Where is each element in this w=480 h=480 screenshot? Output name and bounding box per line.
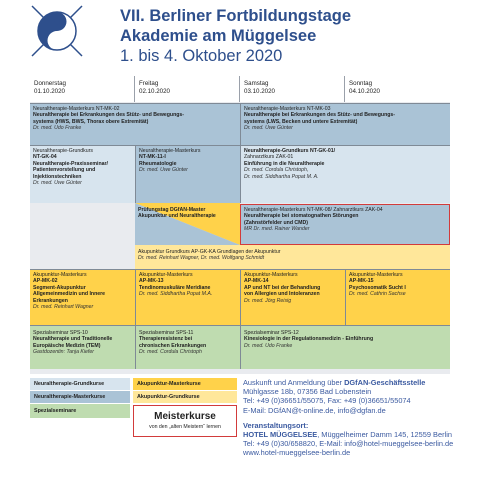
day-header-thursday: Donnerstag 01.10.2020 [30,76,135,102]
course-sps-11: Spezialseminar SPS-11 Therapieresistenz bei chronischen Erkrankungen Dr. med. Cordula Christoph [135,325,240,369]
info-venue-label: Veranstaltungsort: [243,420,309,430]
course-nt-mk-03: Neuraltherapie-Masterkurs NT-MK-03 Neuraltherapie bei Erkrankungen des Stütz- und Bewegungs- systems (LWS, Becken und untere Extremität) Dr. med. Uwe Günter [240,103,450,145]
legend-nt-masterkurse: Neuraltherapie-Masterkurse [30,391,130,403]
course-ap-gk-ka: Akupunktur Grundkurs AP-GK-KA Grundlagen der Akupunktur Dr. med. Reinhart Wagner, Dr. med. Wolfgang Schmidt [135,245,450,269]
legend-nt-grundkurse: Neuraltherapie-Grundkurse [30,378,130,390]
course-ap-mk-14: Akupunktur-Masterkurs AP-MK-14 AP und NT bei der Behandlung von Allergien und Intoleranzen Dr. med. Jörg Reisig [240,269,345,325]
course-nt-mk-11-i: Neuraltherapie-Masterkurs NT-MK-11-I Rheumatologie Dr. med. Uwe Günter [135,145,240,203]
course-ap-mk-13: Akupunktur-Masterkurs AP-MK-13 Tendinomuskuläre Meridiane Dr. med. Siddhartha Popat M.A. [135,269,240,325]
legend-spezialseminare: Spezialseminare [30,404,130,418]
day-header-sunday: Sonntag 04.10.2020 [345,76,450,102]
day-header-saturday: Samstag 03.10.2020 [240,76,345,102]
info-venue-website: www.hotel-mueggelsee-berlin.de [243,448,351,458]
course-nt-mk-02: Neuraltherapie-Masterkurs NT-MK-02 Neuraltherapie bei Erkrankungen des Stütz- und Bewegungs- systems (HWS, BWS, Thorax obere Extremität) Dr. med. Udo Franke [30,103,240,145]
info-venue-contact: Tel: +49 (0)30/658820, E-Mail: info@hotel-mueggelsee-berlin.de [243,439,454,449]
legend-ap-masterkurse: Akupunktur-Masterkurse [133,378,237,390]
course-nt-gk-04: Neuraltherapie-Grundkurs NT-GK-04 Neuraltherapie-Praxisseminar/ Patientenvorstellung und Injektionstechniken Dr. med. Uwe Günter [30,145,135,203]
dgfan-logo [30,4,84,58]
course-nt-mk-08-zak-04: Neuraltherapie-Masterkurs NT-MK-08/ Zahnarztkurs ZAK-04 Neuraltherapie bei stomatognathen Störungen (Zahnstörfelder und CMD) MR Dr. med. Rainer Wander [240,204,450,245]
info-address: Mühlgasse 18b, 07356 Bad Lobenstein [243,387,372,397]
info-email: E-Mail: DGfAN@t-online.de, info@dgfan.de [243,405,386,415]
legend-ap-grundkurse: Akupunktur-Grundkurse [133,391,237,403]
info-venue: HOTEL MÜGGELSEE, Müggelheimer Damm 145, 12559 Berlin [243,430,452,440]
day-header-friday: Freitag 02.10.2020 [135,76,240,102]
title-dates: 1. bis 4. Oktober 2020 [120,47,283,65]
course-nt-gk-01-zak-01: Neuraltherapie-Grundkurs NT-GK-01/ Zahnarztkurs ZAK-01 Einführung in die Neuraltherapie Dr. med. Cordula Christoph, Dr. med. Siddhartha Popat M. A. [240,145,450,203]
info-registration: Auskunft und Anmeldung über DGfAN-Geschäftsstelle [243,378,426,387]
course-ap-mk-15: Akupunktur-Masterkurs AP-MK-15 Psychosomatik Sucht I Dr. med. Cathrin Sachse [345,269,450,325]
info-phone: Tel: +49 (0)36651/55075, Fax: +49 (0)36651/55074 [243,396,411,406]
course-sps-12: Spezialseminar SPS-12 Kinesiologie in der Regulationsmedizin - Einführung Dr. med. Udo Franke [240,325,450,369]
legend-meisterkurse: Meisterkurse von den „alten Meistern“ lernen [133,405,237,437]
course-ap-mk-02: Akupunktur-Masterkurs AP-MK-02 Segment-Akupunktur Allgemeinmedizin und Innere Erkrankungen Dr. med. Reinhart Wagner [30,269,135,325]
title-line-1: VII. Berliner Fortbildungstage [120,7,352,25]
title-line-2: Akademie am Müggelsee [120,27,317,45]
page-title [120,6,470,66]
course-sps-10: Spezialseminar SPS-10 Neuraltherapie und Traditionelle Europäische Medizin (TEM) Gastdozentin: Tanja Kiefer [30,325,135,369]
course-pruefungstag: Prüfungstag DGfAN-Master Akupunktur und Neuraltherapie [135,203,240,245]
contact-info [243,378,473,458]
